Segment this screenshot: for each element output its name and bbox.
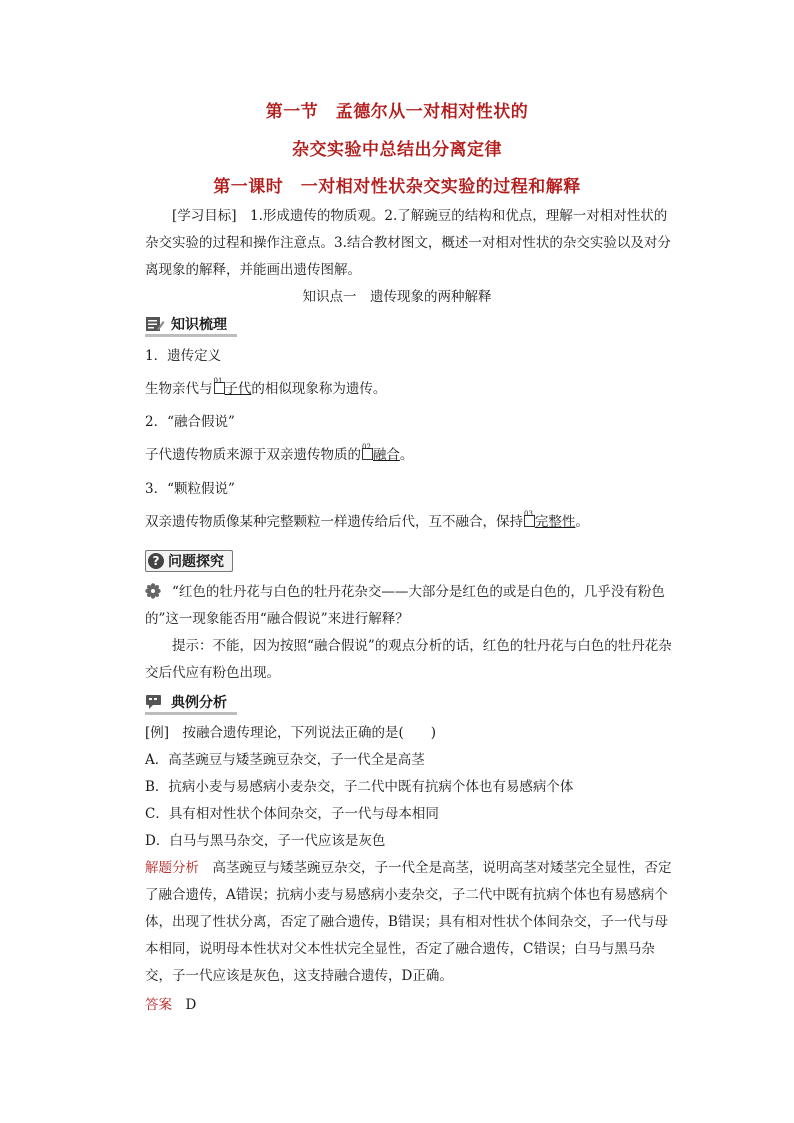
title-line-2: 杂交实验中总结出分离定律 (292, 140, 502, 160)
section-underline (145, 712, 237, 715)
item-1-text (145, 379, 386, 401)
blank-number: 02 (362, 443, 371, 451)
item-2-before: 子代遗传物质来源于双亲遗传物质的 (145, 447, 361, 463)
item-1-before: 生物亲代与 (145, 381, 213, 397)
analysis-text: 高茎豌豆与矮茎豌豆杂交，子一代全是高茎，说明高茎对矮茎完全显性，否定了融合遗传，A错误；抗病小麦与易感病小麦杂交，子二代中既有抗病个体也有易感病个体，出现了性状分离，否定了融合遗传，B错误；具有相对性状个体间杂交，子一代与母本相同，说明母本性状对父本性状完全显性，否定了融合遗传，C错误；白马与黑马杂交，子一代应该是灰色，这支持融合遗传，D正确。 (145, 860, 672, 984)
explore-question: “红色的牡丹花与白色的牡丹花杂交——大部分是红色的或是白色的，几乎没有粉色的”这一现象能否用“融合假说”来进行解释？ (145, 584, 665, 627)
item-1-heading: 1．遗传定义 (145, 348, 222, 364)
learning-goals-text: 1.形成遗传的物质观。2.了解豌豆的结构和优点，理解一对相对性状的杂交实验的过程和操作注意点。3.结合教材图文，概述一对相对性状的杂交实验以及对分离现象的解释，并能画出遗传图解。 (145, 208, 671, 278)
notes-icon (145, 315, 165, 333)
item-3-before: 双亲遗传物质像某种完整颗粒一样遗传给后代，互不融合，保持 (145, 514, 523, 530)
blank-number: 01 (213, 377, 223, 385)
option-d: D．白马与黑马杂交，子一代应该是灰色 (145, 833, 386, 849)
section-knowledge-label: 知识梳理 (171, 317, 227, 333)
item-2-text (145, 445, 413, 467)
item-1-after: 的相似现象称为遗传。 (251, 381, 387, 397)
analysis (145, 855, 676, 990)
title-line-1: 第一节 孟德尔从一对相对性状的 (265, 102, 529, 122)
section-example (145, 690, 227, 714)
section-explore (145, 549, 233, 573)
answer-value: D (185, 997, 197, 1013)
section-example-label: 典例分析 (171, 695, 227, 711)
knowledge-point-heading: 知识点一 遗传现象的两种解释 (302, 289, 492, 305)
blank-answer: 子代 (224, 381, 252, 397)
item-3-after: 。 (575, 514, 589, 530)
item-2-after: 。 (399, 447, 414, 463)
item-3-heading: 3．“颗粒假说” (145, 481, 235, 497)
option-b: B．抗病小麦与易感病小麦杂交，子二代中既有抗病个体也有易感病个体 (145, 779, 574, 795)
option-a: A．高茎豌豆与矮茎豌豆杂交，子一代全是高茎 (145, 752, 425, 768)
answer-line (145, 995, 196, 1015)
learning-goals (145, 203, 676, 284)
analysis-label: 解题分析 (145, 860, 199, 876)
option-c: C．具有相对性状个体间杂交，子一代与母本相同 (145, 806, 439, 822)
section-knowledge (145, 312, 227, 336)
section-explore-label: 问题探究 (168, 554, 224, 570)
title-line-3: 第一课时 一对相对性状杂交实验的过程和解释 (213, 177, 581, 197)
blank-answer: 融合 (372, 447, 400, 463)
section-underline (145, 334, 237, 337)
chat-icon (145, 693, 165, 711)
blank-answer: 完整性 (534, 514, 576, 530)
answer-label: 答案 (145, 997, 172, 1013)
section-explore-badge (145, 550, 233, 572)
question-icon: ? (148, 553, 164, 569)
blank-number: 03 (524, 510, 533, 518)
learning-goals-label: [学习目标] (172, 208, 237, 224)
explore-hint: 提示：不能，因为按照“融合假说”的观点分析的话，红色的牡丹花与白色的牡丹花杂交后代应有粉色出现。 (145, 638, 672, 681)
item-3-text (145, 512, 589, 534)
example-stem: [例] 按融合遗传理论，下列说法正确的是( ) (145, 725, 437, 741)
item-2-heading: 2．“融合假说” (145, 414, 235, 430)
